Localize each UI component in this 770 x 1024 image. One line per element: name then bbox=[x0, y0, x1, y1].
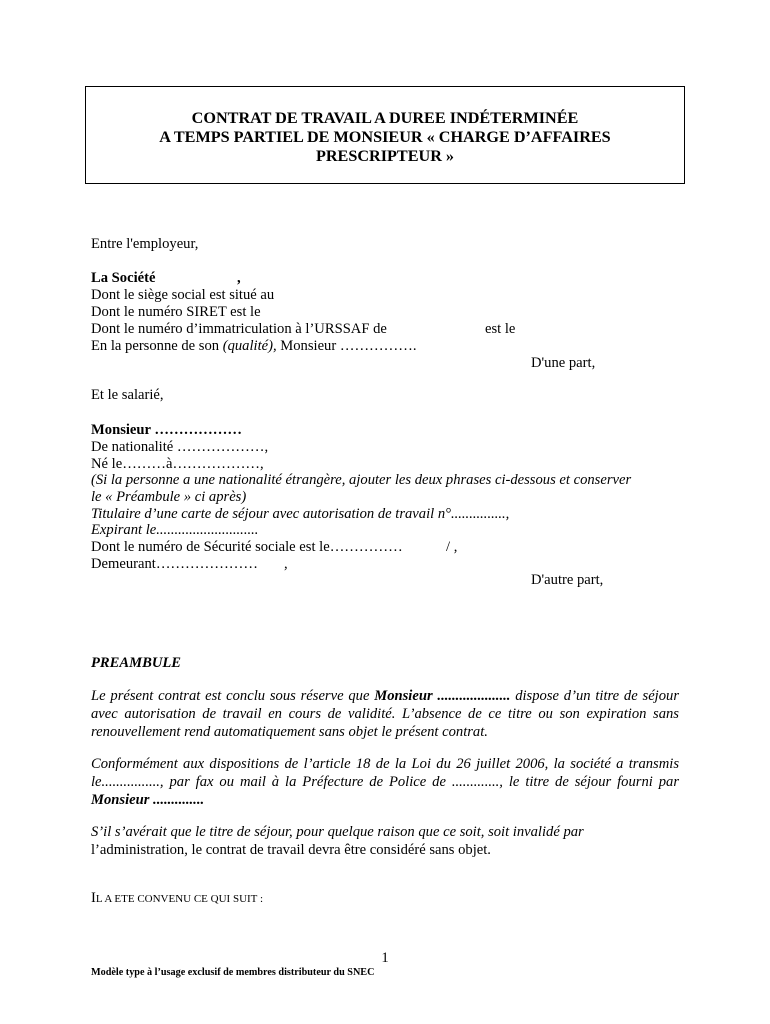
p3-text-a: S’il s’avérait que le titre de séjour, pour quelque raison que ce soit, soit invalidé par bbox=[91, 824, 584, 840]
foreign-note-line-1: (Si la personne a une nationalité étrangère, ajouter les deux phrases ci-dessous et conserver bbox=[91, 472, 632, 488]
p1-text-c: dispose d’un titre de séjour avec autorisation de travail en cours de validité. L’absence de ce titre ou son expiration sans renouvellement rend automatiquement sans objet le présent contrat. bbox=[91, 688, 679, 740]
preamble-paragraph-3 bbox=[91, 824, 679, 860]
company-comma: , bbox=[237, 270, 241, 286]
employee-born: Né le………à………………, bbox=[91, 456, 264, 472]
foreign-note-line-2: le « Préambule » ci après) bbox=[91, 489, 247, 505]
employee-address-tail: , bbox=[284, 556, 288, 572]
p2-text-a: Conformément aux dispositions de l’article 18 de la Loi du 26 juillet 2006, la société a transmis le................, par fax ou mail à la Préfecture de Police de ............., le titre de séjour fourni par bbox=[91, 756, 679, 790]
title-box bbox=[85, 86, 685, 184]
agreement-rest: L A ETE CONVENU CE QUI SUIT bbox=[95, 893, 258, 905]
agreement-colon: : bbox=[257, 893, 264, 905]
title-line-3: PRESCRIPTEUR » bbox=[315, 147, 455, 165]
company-label: La Société bbox=[91, 270, 156, 286]
preamble-heading: PREAMBULE bbox=[91, 655, 182, 671]
title-line-2: A TEMPS PARTIEL DE MONSIEUR « CHARGE D’AFFAIRES bbox=[159, 128, 611, 146]
representative-quality: (qualité), bbox=[222, 338, 277, 354]
footer-note: Modèle type à l’usage exclusif de membres distributeur du SNEC bbox=[91, 967, 375, 978]
representative-prefix: En la personne de son bbox=[91, 338, 223, 354]
preamble-paragraph-2 bbox=[91, 756, 679, 809]
company-representative bbox=[91, 338, 416, 355]
p2-monsieur: Monsieur .............. bbox=[91, 791, 205, 808]
employer-closing: D'une part, bbox=[531, 355, 596, 371]
p1-monsieur: Monsieur .................... bbox=[374, 688, 511, 704]
company-urssaf: Dont le numéro d’immatriculation à l’URSSAF de bbox=[91, 321, 387, 337]
p3-text-b: l’administration, le contrat de travail devra être considéré sans objet. bbox=[91, 841, 491, 858]
company-seat: Dont le siège social est situé au bbox=[91, 287, 275, 303]
title-line-1: CONTRAT DE TRAVAIL A DUREE INDÉTERMINÉE bbox=[191, 109, 579, 127]
agreement-heading bbox=[91, 890, 263, 908]
work-permit: Titulaire d’une carte de séjour avec autorisation de travail n°..............., bbox=[91, 506, 510, 522]
employee-name: Monsieur ……………… bbox=[91, 422, 242, 438]
employee-nationality: De nationalité ………………, bbox=[91, 439, 269, 455]
employer-intro: Entre l'employeur, bbox=[91, 236, 199, 252]
representative-suffix: Monsieur ……………. bbox=[276, 338, 417, 354]
agreement-initial: I bbox=[91, 890, 96, 906]
employee-intro: Et le salarié, bbox=[91, 387, 164, 403]
employee-closing: D'autre part, bbox=[531, 572, 604, 588]
page-number: 1 bbox=[381, 950, 389, 966]
social-security: Dont le numéro de Sécurité sociale est le…………… bbox=[91, 539, 403, 555]
company-siret: Dont le numéro SIRET est le bbox=[91, 304, 261, 320]
social-security-tail: / , bbox=[446, 539, 458, 555]
p1-text-a: Le présent contrat est conclu sous réserve que bbox=[91, 688, 375, 704]
company-urssaf-tail: est le bbox=[485, 321, 516, 337]
permit-expiry: Expirant le............................ bbox=[91, 522, 259, 538]
preamble-paragraph-1 bbox=[91, 688, 679, 741]
employee-address: Demeurant………………… bbox=[91, 556, 258, 572]
